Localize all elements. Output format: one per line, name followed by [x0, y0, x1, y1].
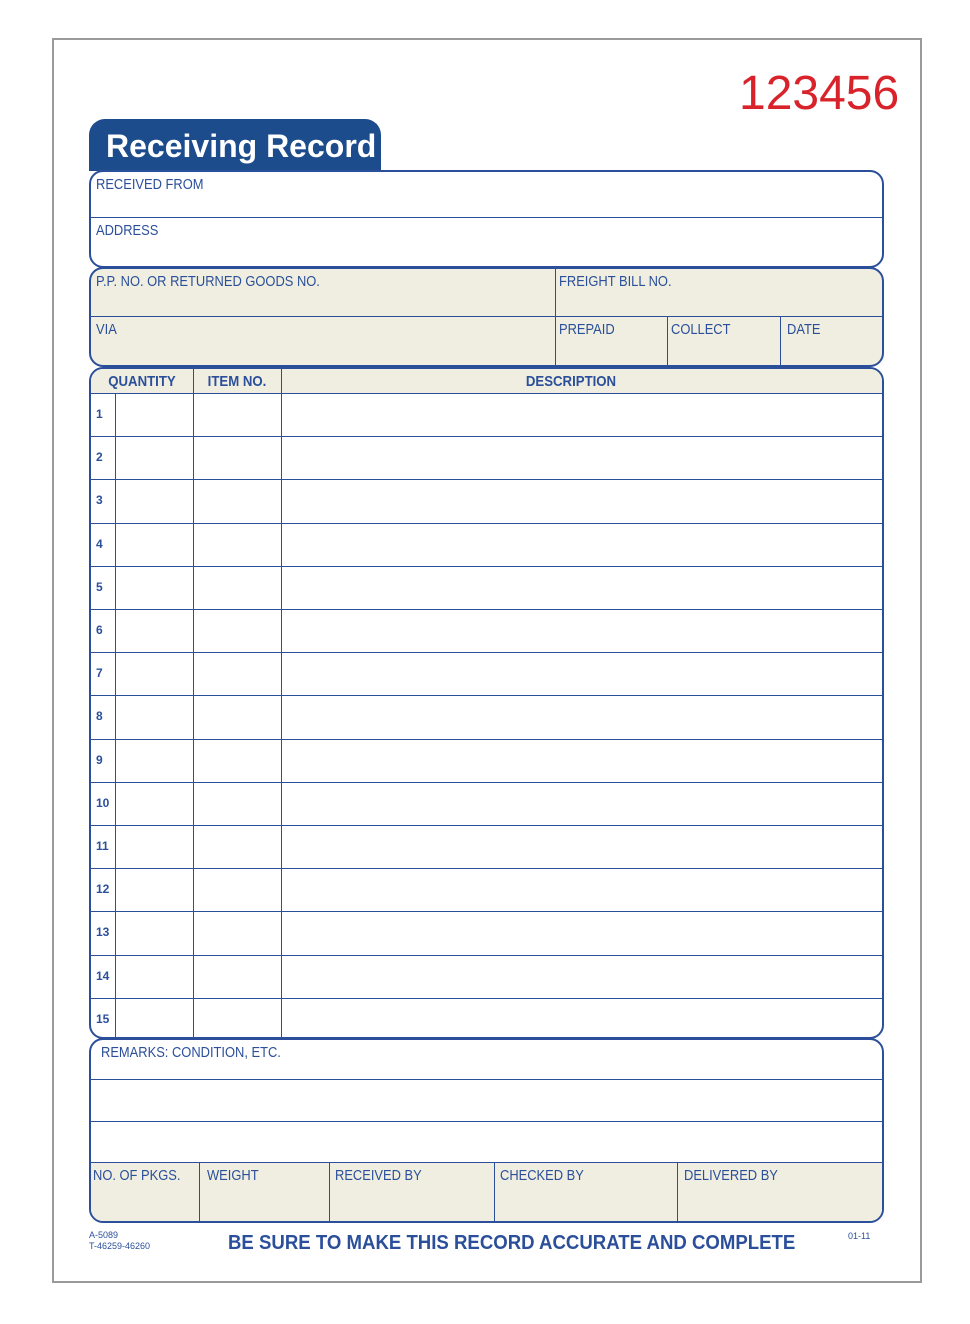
item-no-cell[interactable]	[194, 653, 281, 694]
description-cell[interactable]	[282, 999, 882, 1040]
row-number: 1	[96, 407, 103, 421]
divider	[780, 316, 781, 366]
received-from-section	[89, 170, 884, 268]
description-cell[interactable]	[282, 740, 882, 781]
row-number: 5	[96, 579, 103, 594]
description-cell[interactable]	[282, 437, 882, 478]
quantity-cell[interactable]	[116, 524, 193, 565]
item-no-cell[interactable]	[194, 480, 281, 521]
quantity-cell[interactable]	[116, 999, 193, 1040]
freight-bill-field[interactable]: FREIGHT BILL NO.	[559, 273, 672, 290]
form-serial-number: 123456	[739, 67, 900, 120]
divider	[91, 316, 882, 317]
description-cell[interactable]	[282, 869, 882, 910]
description-cell[interactable]	[282, 610, 882, 651]
divider	[91, 1079, 882, 1080]
description-cell[interactable]	[282, 956, 882, 997]
form-code-secondary: T-46259-46260	[89, 1241, 151, 1251]
item-no-cell[interactable]	[194, 783, 281, 824]
description-cell[interactable]	[282, 912, 882, 953]
quantity-cell[interactable]	[116, 653, 193, 694]
row-number: 15	[96, 1011, 110, 1026]
description-cell[interactable]	[282, 480, 882, 521]
description-cell[interactable]	[282, 696, 882, 737]
item-no-cell[interactable]	[194, 956, 281, 997]
quantity-cell[interactable]	[116, 437, 193, 478]
prepaid-field[interactable]: PREPAID	[559, 321, 615, 338]
quantity-cell[interactable]	[116, 567, 193, 608]
row-number: 9	[96, 752, 103, 767]
quantity-cell[interactable]	[116, 956, 193, 997]
item-no-cell[interactable]	[194, 826, 281, 867]
description-cell[interactable]	[282, 524, 882, 565]
divider	[199, 1162, 200, 1221]
quantity-cell[interactable]	[116, 912, 193, 953]
divider	[91, 217, 882, 218]
divider	[329, 1162, 330, 1221]
item-no-cell[interactable]	[194, 567, 281, 608]
quantity-cell[interactable]	[116, 826, 193, 867]
item-no-cell[interactable]	[194, 524, 281, 565]
row-number: 11	[96, 839, 109, 853]
row-number: 12	[96, 882, 110, 897]
row-number: 13	[96, 925, 110, 940]
quantity-cell[interactable]	[116, 394, 193, 435]
item-no-cell[interactable]	[194, 610, 281, 651]
divider	[667, 316, 668, 366]
divider	[91, 1162, 882, 1163]
quantity-cell[interactable]	[116, 869, 193, 910]
via-field[interactable]: VIA	[96, 321, 117, 338]
row-number: 3	[96, 493, 103, 508]
description-cell[interactable]	[282, 783, 882, 824]
item-no-cell[interactable]	[194, 437, 281, 478]
row-number: 10	[96, 795, 110, 810]
date-field[interactable]: DATE	[787, 321, 821, 338]
divider	[677, 1162, 678, 1221]
item-no-cell[interactable]	[194, 394, 281, 435]
item-no-cell[interactable]	[194, 696, 281, 737]
item-no-header: ITEM NO.	[207, 373, 267, 390]
quantity-header: QUANTITY	[108, 373, 176, 390]
form-code: A-5089	[89, 1230, 119, 1240]
row-number: 14	[96, 968, 110, 983]
received-by-field[interactable]: RECEIVED BY	[335, 1167, 422, 1184]
description-cell[interactable]	[282, 826, 882, 867]
description-cell[interactable]	[282, 567, 882, 608]
item-no-cell[interactable]	[194, 999, 281, 1040]
checked-by-field[interactable]: CHECKED BY	[500, 1167, 584, 1184]
description-header: DESCRIPTION	[525, 373, 617, 390]
quantity-cell[interactable]	[116, 480, 193, 521]
row-number: 7	[96, 666, 103, 681]
item-no-cell[interactable]	[194, 740, 281, 781]
remarks-field[interactable]: REMARKS: CONDITION, ETC.	[101, 1044, 281, 1061]
delivered-by-field[interactable]: DELIVERED BY	[684, 1167, 778, 1184]
description-cell[interactable]	[282, 394, 882, 435]
divider	[494, 1162, 495, 1221]
quantity-cell[interactable]	[116, 783, 193, 824]
weight-field[interactable]: WEIGHT	[207, 1167, 259, 1184]
revision-code: 01-11	[848, 1231, 871, 1241]
quantity-cell[interactable]	[116, 610, 193, 651]
address-field[interactable]: ADDRESS	[96, 222, 159, 239]
pp-no-field[interactable]: P.P. NO. OR RETURNED GOODS NO.	[96, 273, 320, 290]
row-number: 2	[96, 450, 103, 465]
description-cell[interactable]	[282, 653, 882, 694]
divider	[555, 268, 556, 366]
item-no-cell[interactable]	[194, 869, 281, 910]
footer-notice: BE SURE TO MAKE THIS RECORD ACCURATE AND COMPLETE	[228, 1232, 796, 1254]
quantity-cell[interactable]	[116, 740, 193, 781]
collect-field[interactable]: COLLECT	[671, 321, 731, 338]
row-number: 8	[96, 709, 103, 724]
received-from-field[interactable]: RECEIVED FROM	[96, 176, 204, 193]
no-of-pkgs-field[interactable]: NO. OF PKGS.	[93, 1167, 181, 1184]
row-number: 4	[96, 536, 103, 551]
item-no-cell[interactable]	[194, 912, 281, 953]
quantity-cell[interactable]	[116, 696, 193, 737]
row-number: 6	[96, 623, 103, 637]
form-title: Receiving Record	[106, 128, 377, 164]
divider	[91, 1121, 882, 1122]
